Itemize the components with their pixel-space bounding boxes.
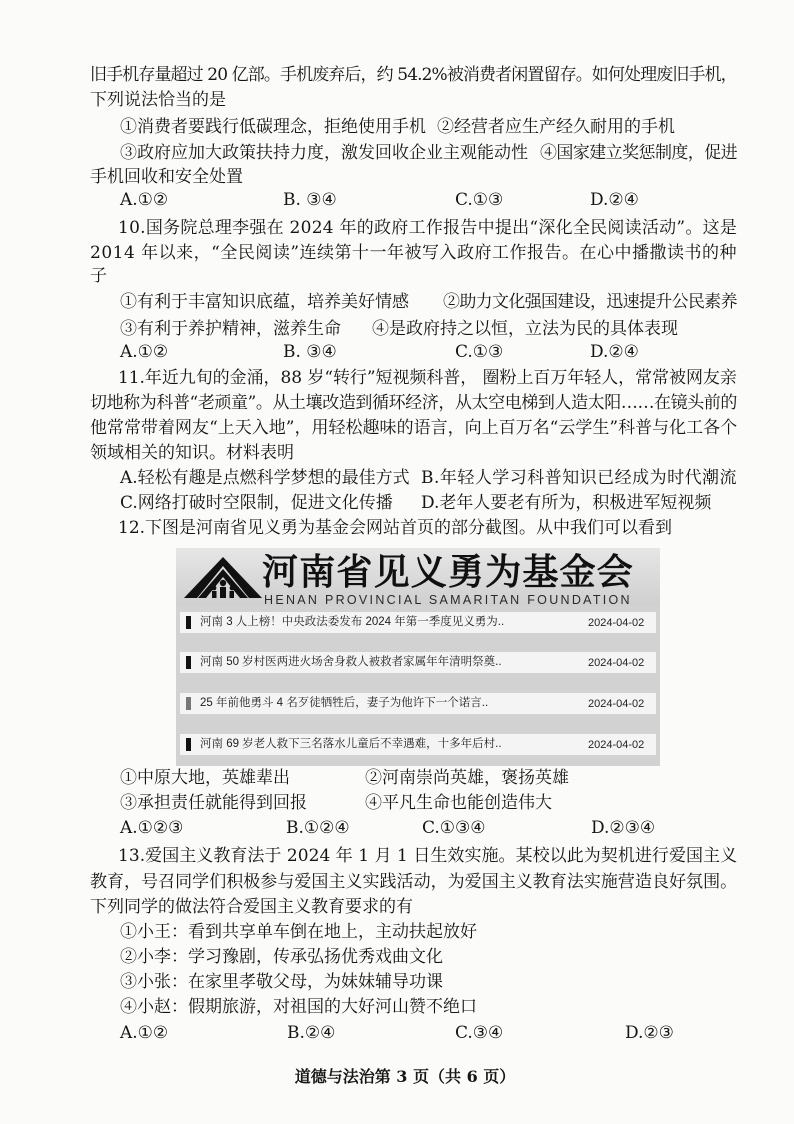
q13-option-a: A.①② (120, 1023, 169, 1043)
page-footer: 道德与法治第 3 页（共 6 页） (294, 1067, 516, 1086)
q9-stem-line: 下列说法恰当的是 (90, 90, 226, 110)
q13-option-c: C.③④ (455, 1023, 504, 1043)
news-bullet-icon (186, 738, 191, 751)
q11-stem-line: 他常常带着网友“上天入地”，用轻松趣味的语言，向上百万名“云学生”科普与化工各个 (90, 418, 738, 438)
q13-stem-line: 教育，号召同学们积极参与爱国主义实践活动，为爱国主义教育法实施营造良好氛围。 (90, 872, 738, 892)
q10-stem-line: 2014 年以来，“全民阅读”连续第十一年被写入政府工作报告。在心中播撒读书的种 (90, 243, 738, 263)
q13-statement-3: ③小张：在家里孝敬父母，为妹妹辅导功课 (120, 972, 443, 992)
q13-option-b: B.②④ (287, 1023, 336, 1043)
news-bullet-icon (186, 616, 191, 629)
q9-statement-3: ③政府应加大政策扶持力度，激发回收企业主观能动性 (120, 143, 528, 163)
website-header (176, 548, 660, 606)
q11-option-b: B.年轻人学习科普知识已经成为时代潮流 (421, 468, 738, 488)
q9-option-d: D.②④ (590, 190, 639, 210)
foundation-title: 河南省见义勇为基金会 (262, 551, 635, 593)
q9-statement-1: ①消费者要践行低碳理念，拒绝使用手机 (120, 117, 426, 137)
news-row (180, 652, 656, 673)
news-title: 25 年前他勇斗 4 名歹徒牺牲后，妻子为他许下一个诺言.. (200, 697, 489, 709)
foundation-website-screenshot (176, 548, 660, 766)
q12-option-d: D.②③④ (591, 818, 656, 838)
q12-statement-4: ④平凡生命也能创造伟大 (365, 793, 552, 813)
q10-statement-3: ③有利于养护精神，滋养生命 (120, 319, 341, 339)
q9-option-c: C.①③ (455, 190, 504, 210)
q9-option-a: A.①② (120, 190, 169, 210)
q12-statement-3: ③承担责任就能得到回报 (120, 793, 307, 813)
q11-option-a: A.轻松有趣是点燃科学梦想的最佳方式 (120, 468, 410, 488)
news-date: 2024-04-02 (588, 698, 645, 710)
q10-option-a: A.①② (120, 342, 169, 362)
q13-statement-1: ①小王：看到共享单车倒在地上，主动扶起放好 (120, 922, 477, 942)
news-row (180, 612, 656, 633)
q9-statement-4-continued: 手机回收和安全处置 (90, 167, 243, 187)
q13-statement-2: ②小李：学习豫剧，传承弘扬优秀戏曲文化 (120, 947, 443, 967)
q12-statement-1: ①中原大地，英雄辈出 (120, 768, 290, 788)
q10-stem-line: 10.国务院总理李强在 2024 年的政府工作报告中提出“深化全民阅读活动”。这是 (118, 218, 738, 238)
q9-statement-4: ④国家建立奖惩制度，促进 (540, 143, 738, 163)
q11-option-d: D.老年人要老有所为，积极进军短视频 (421, 493, 712, 513)
q9-stem-line: 旧手机存量超过 20 亿部。手机废弃后，约 54.2%被消费者闲置留存。如何处理废旧手机， (90, 65, 737, 85)
q12-option-c: C.①③④ (422, 818, 486, 838)
q10-statement-2: ②助力文化强国建设，迅速提升公民素养 (443, 292, 737, 312)
q12-statement-2: ②河南崇尚英雄，褒扬英雄 (365, 768, 569, 788)
news-row (180, 734, 656, 755)
news-row (180, 693, 656, 714)
q11-option-c: C.网络打破时空限制，促进文化传播 (120, 493, 393, 513)
news-title: 河南 50 岁村医两进火场舍身救人被救者家属年年清明祭奠.. (200, 656, 502, 668)
q9-option-b: B. ③④ (283, 190, 337, 210)
q12-stem-line: 12.下图是河南省见义勇为基金会网站首页的部分截图。从中我们可以看到 (118, 518, 673, 538)
q12-option-a: A.①②③ (120, 818, 184, 838)
news-date: 2024-04-02 (588, 739, 645, 751)
q12-option-b: B.①②④ (286, 818, 350, 838)
q13-option-d: D.②③ (625, 1023, 674, 1043)
news-date: 2024-04-02 (588, 657, 645, 669)
news-title: 河南 3 人上榜！中央政法委发布 2024 年第一季度见义勇为.. (200, 616, 505, 628)
q13-stem-line: 13.爱国主义教育法于 2024 年 1 月 1 日生效实施。某校以此为契机进行爱国主义 (118, 846, 738, 866)
q10-option-d: D.②④ (590, 342, 639, 362)
foundation-logo (184, 557, 262, 599)
q13-statement-4: ④小赵：假期旅游，对祖国的大好河山赞不绝口 (120, 997, 477, 1017)
q10-option-c: C.①③ (455, 342, 504, 362)
q10-statement-1: ①有利于丰富知识底蕴，培养美好情感 (120, 292, 409, 312)
q11-stem-line: 11.年近九旬的金涌，88 岁“转行”短视频科普， 圈粉上百万年轻人，常常被网友亲 (118, 368, 737, 388)
q10-statement-4: ④是政府持之以恒，立法为民的具体表现 (372, 319, 678, 339)
news-title: 河南 69 岁老人救下三名落水儿童后不幸遇难，十多年后村.. (200, 738, 502, 750)
q9-statement-2: ②经营者应生产经久耐用的手机 (437, 117, 675, 137)
news-bullet-icon (186, 656, 191, 669)
q11-stem-line: 切地称为科普“老顽童”。从土壤改造到循环经济，从太空电梯到人造太阳……在镜头前的 (90, 393, 737, 413)
q11-stem-line: 领域相关的知识。材料表明 (90, 443, 294, 463)
news-date: 2024-04-02 (588, 617, 645, 629)
news-bullet-icon (186, 697, 191, 710)
foundation-subtitle: HENAN PROVINCIAL SAMARITAN FOUNDATION (264, 593, 632, 607)
q13-stem-line: 下列同学的做法符合爱国主义教育要求的有 (90, 897, 413, 917)
q10-stem-line: 子 (90, 266, 107, 286)
q10-option-b: B. ③④ (283, 342, 337, 362)
